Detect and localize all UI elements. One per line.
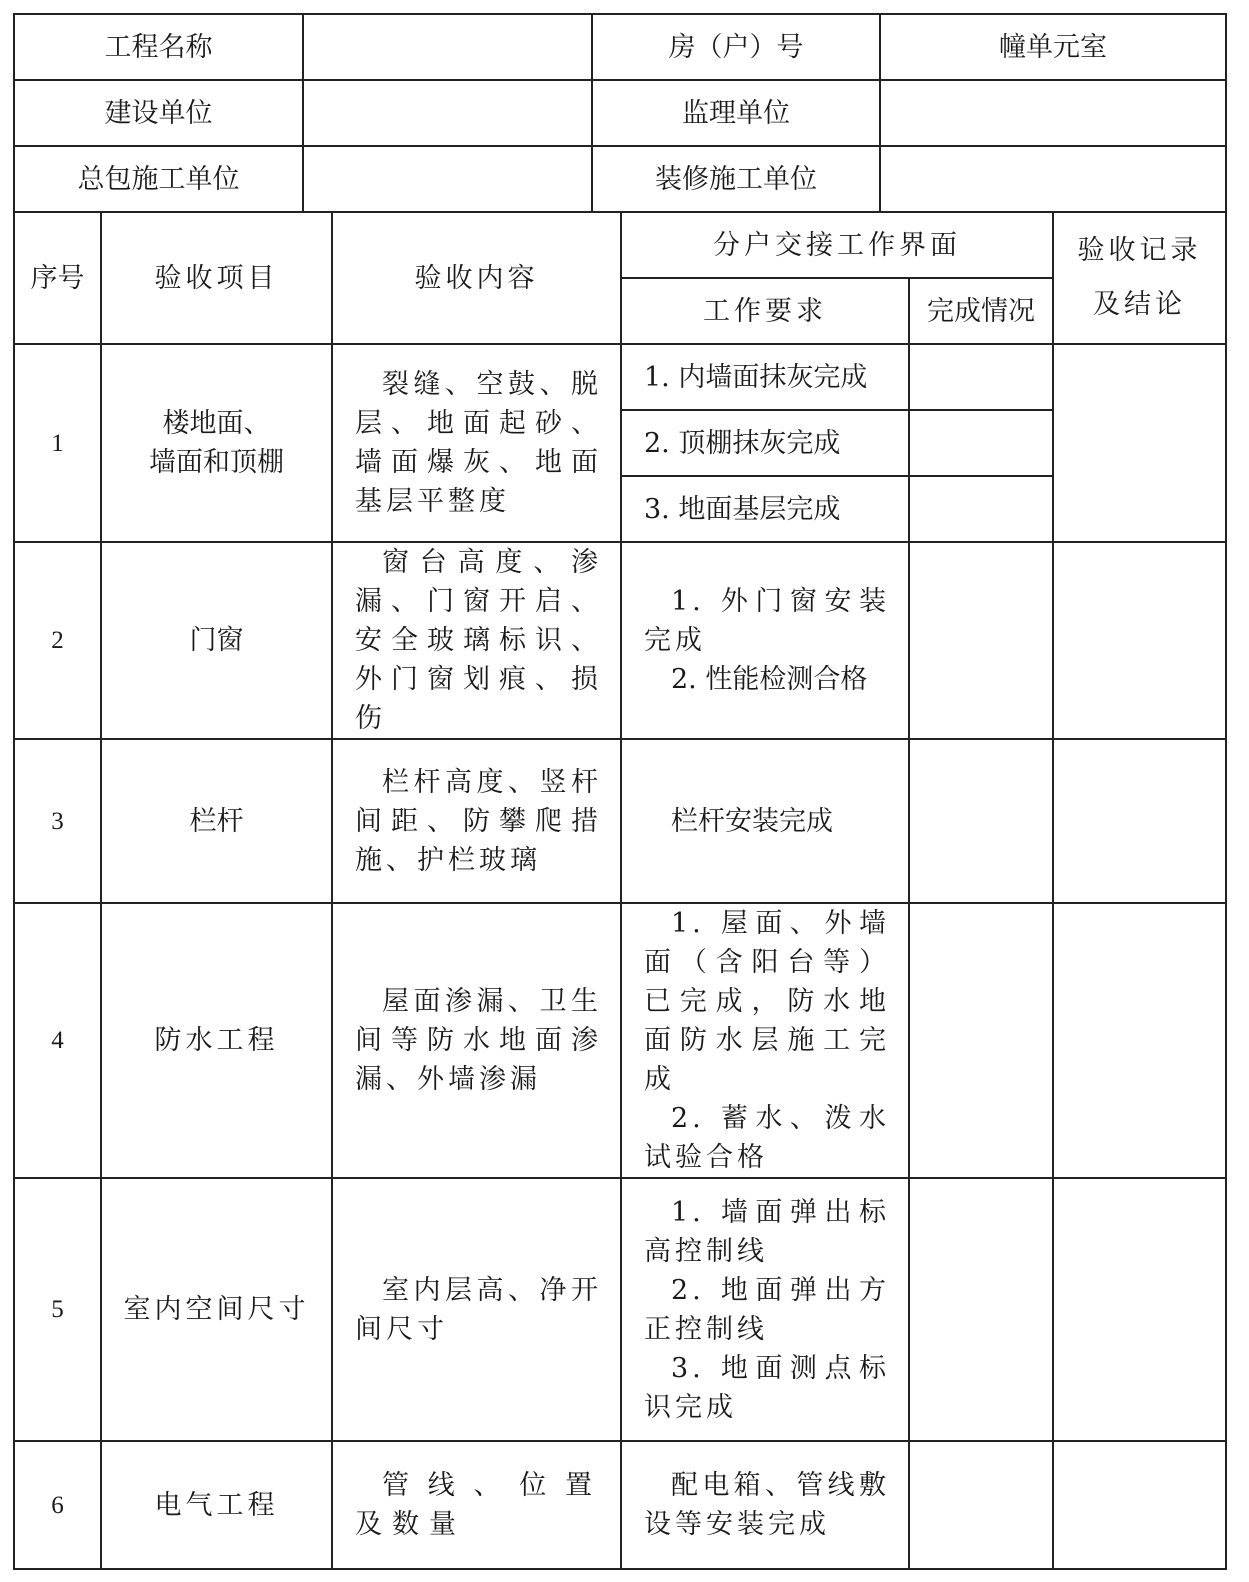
row-2-requirement-1: 1. 外门窗安装完成	[644, 586, 890, 656]
row-3-requirement-1: 栏杆安装完成	[671, 805, 833, 837]
row-5-content: 室内层高、净开间尺寸	[332, 1178, 621, 1441]
row-6-record[interactable]	[1053, 1441, 1226, 1569]
row-4-requirement-2: 2. 蓄水、泼水试验合格	[644, 1103, 890, 1173]
row-2-content: 窗台高度、渗漏、门窗开启、安全玻璃标识、外门窗划痕、损伤	[332, 542, 621, 739]
row-1-seq: 1	[14, 344, 101, 542]
supervisor-label: 监理单位	[592, 80, 880, 146]
column-header-record-line2: 及结论	[1093, 289, 1186, 320]
row-5-requirement-3: 3. 地面测点标识完成	[644, 1352, 890, 1423]
row-1-record[interactable]	[1053, 344, 1226, 542]
row-4-seq: 4	[14, 903, 101, 1178]
row-3-record[interactable]	[1053, 739, 1226, 903]
row-2-item: 门窗	[101, 542, 332, 739]
row-1-content: 裂缝、空鼓、脱层、地面起砂、墙面爆灰、地面基层平整度	[332, 344, 621, 542]
row-3-content: 栏杆高度、竖杆间距、防攀爬措施、护栏玻璃	[332, 739, 621, 903]
column-header-record-line1: 验收记录	[1077, 235, 1202, 266]
row-4-requirement	[621, 903, 909, 1178]
row-5-record[interactable]	[1053, 1178, 1226, 1441]
column-header-content: 验收内容	[332, 212, 621, 344]
room-number-label: 房（户）号	[592, 14, 880, 80]
row-5-requirement-1: 1. 墙面弹出标高控制线	[644, 1196, 890, 1267]
row-1-status-3[interactable]	[909, 476, 1053, 542]
builder-field[interactable]	[303, 80, 592, 146]
column-header-requirement: 工作要求	[621, 278, 909, 344]
row-2-status[interactable]	[909, 542, 1053, 739]
row-4-status[interactable]	[909, 903, 1053, 1178]
column-header-item: 验收项目	[101, 212, 332, 344]
row-5-requirement	[621, 1178, 909, 1441]
row-6-requirement	[621, 1441, 909, 1569]
row-3-seq: 3	[14, 739, 101, 903]
row-1-requirement-2: 2. 顶棚抹灰完成	[621, 410, 909, 476]
row-1-requirement-3: 3. 地面基层完成	[621, 476, 909, 542]
row-4-content: 屋面渗漏、卫生间等防水地面渗漏、外墙渗漏	[332, 903, 621, 1178]
column-header-record	[1053, 212, 1226, 344]
row-2-requirement	[621, 542, 909, 739]
row-2-record[interactable]	[1053, 542, 1226, 739]
row-3-status[interactable]	[909, 739, 1053, 903]
row-6-seq: 6	[14, 1441, 101, 1569]
column-header-status: 完成情况	[909, 278, 1053, 344]
row-6-status[interactable]	[909, 1441, 1053, 1569]
project-name-label: 工程名称	[14, 14, 303, 80]
row-3-item: 栏杆	[101, 739, 332, 903]
row-5-item: 室内空间尺寸	[101, 1178, 332, 1441]
row-1-item	[101, 344, 332, 542]
row-6-requirement-1: 配电箱、管线敷设等安装完成	[644, 1470, 890, 1540]
row-4-requirement-1: 1. 屋面、外墙面（含阳台等）已完成，防水地面防水层施工完成	[644, 908, 890, 1095]
column-header-seq: 序号	[14, 212, 101, 344]
row-5-requirement-2: 2. 地面弹出方正控制线	[644, 1274, 890, 1345]
row-1-item-line1: 楼地面、	[162, 408, 271, 439]
acceptance-table	[13, 211, 1227, 1570]
row-3-requirement	[621, 739, 909, 903]
row-1-item-line2: 墙面和顶棚	[149, 447, 284, 478]
contractor-label: 总包施工单位	[14, 146, 303, 212]
decoration-label: 装修施工单位	[592, 146, 880, 212]
room-number-field[interactable]: 幢单元室	[880, 14, 1226, 80]
header-table	[13, 13, 1227, 213]
row-1-status-1[interactable]	[909, 344, 1053, 410]
row-5-status[interactable]	[909, 1178, 1053, 1441]
row-6-item: 电气工程	[101, 1441, 332, 1569]
row-1-status-2[interactable]	[909, 410, 1053, 476]
row-4-item: 防水工程	[101, 903, 332, 1178]
project-name-field[interactable]	[303, 14, 592, 80]
column-header-interface: 分户交接工作界面	[621, 212, 1053, 278]
row-2-requirement-2: 2. 性能检测合格	[671, 664, 868, 695]
row-5-seq: 5	[14, 1178, 101, 1441]
row-2-seq: 2	[14, 542, 101, 739]
acceptance-form	[13, 13, 1225, 1555]
supervisor-field[interactable]	[880, 80, 1226, 146]
builder-label: 建设单位	[14, 80, 303, 146]
row-1-requirement-1: 1. 内墙面抹灰完成	[621, 344, 909, 410]
row-4-record[interactable]	[1053, 903, 1226, 1178]
row-6-content: 管线、位置及数量	[332, 1441, 621, 1569]
decoration-field[interactable]	[880, 146, 1226, 212]
contractor-field[interactable]	[303, 146, 592, 212]
